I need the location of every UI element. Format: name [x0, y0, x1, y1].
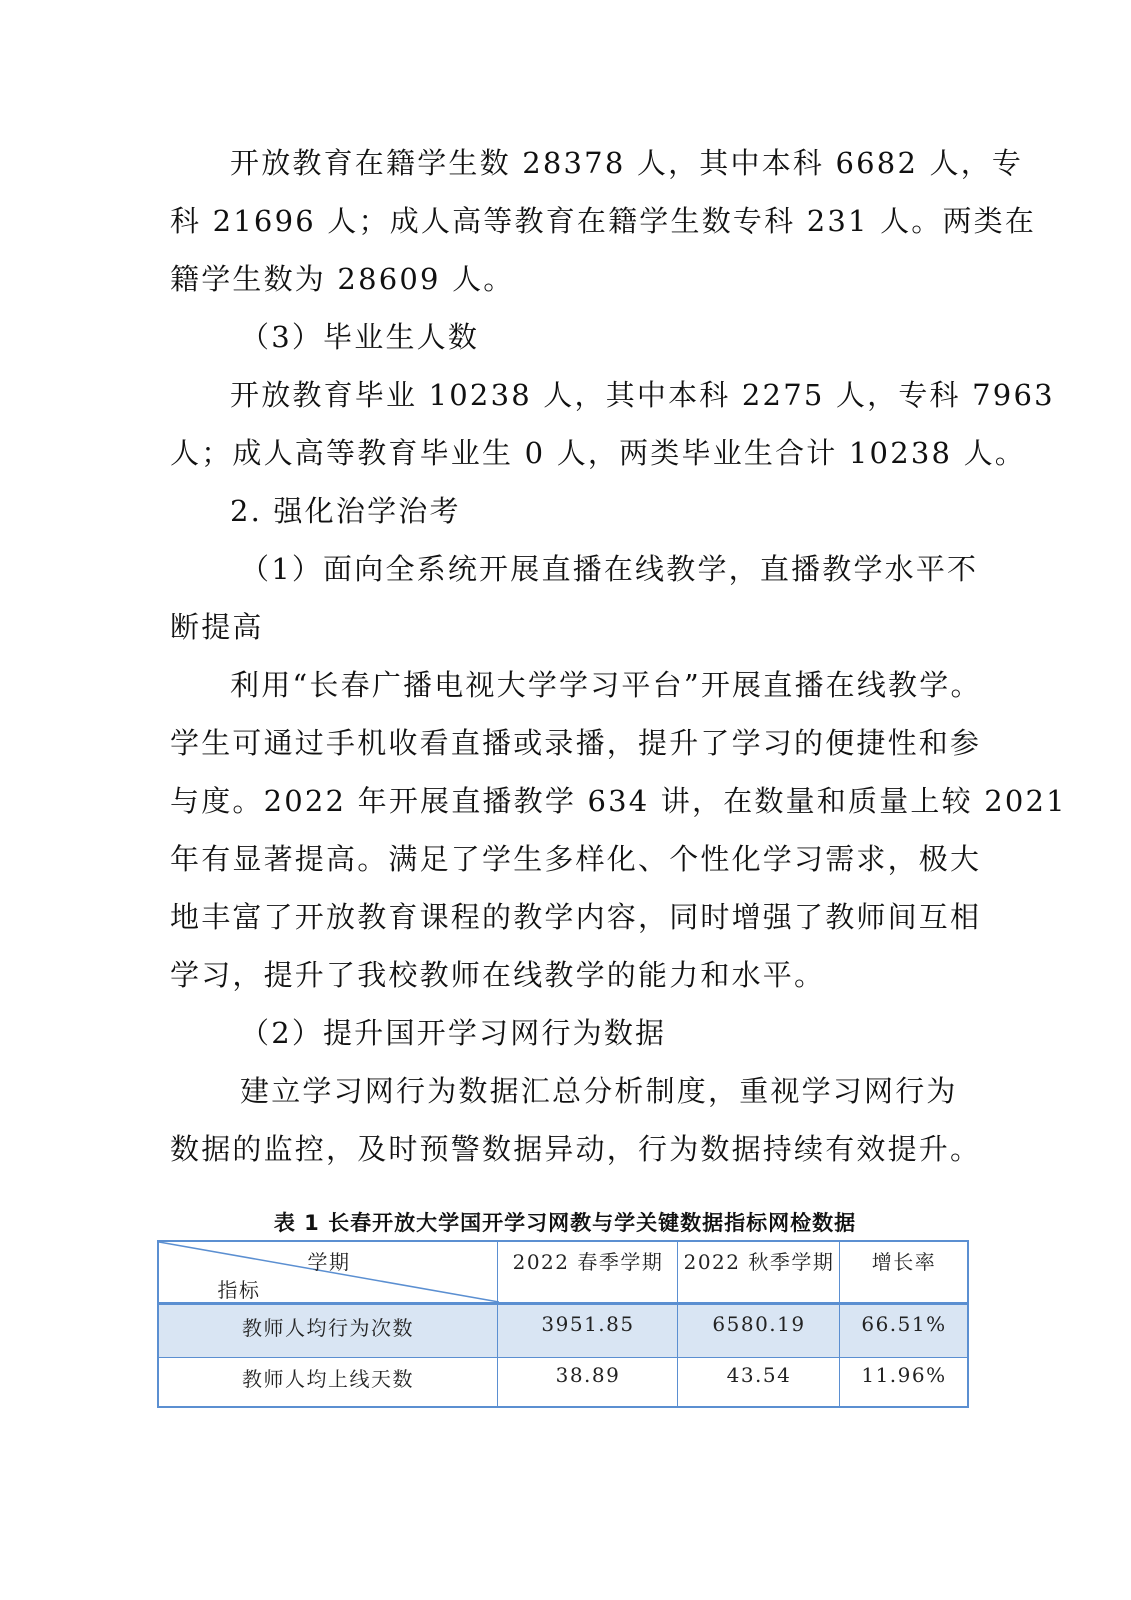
table-cell: 6580.19 — [712, 1312, 806, 1336]
paragraph-line: 籍学生数为 28609 人。 — [170, 262, 515, 296]
table-divider — [159, 1357, 967, 1358]
corner-label-indicator: 指标 — [217, 1278, 261, 1302]
corner-label-semester: 学期 — [307, 1250, 351, 1274]
row-label: 教师人均行为次数 — [242, 1316, 414, 1340]
table-cell: 3951.85 — [541, 1312, 635, 1336]
paragraph-line: 地丰富了开放教育课程的教学内容，同时增强了教师间互相 — [170, 900, 982, 934]
table-cell: 11.96% — [861, 1363, 947, 1387]
table-divider — [497, 1242, 498, 1406]
paragraph-line: 年有显著提高。满足了学生多样化、个性化学习需求，极大 — [170, 842, 982, 876]
section-heading: （2）提升国开学习网行为数据 — [240, 1016, 667, 1050]
paragraph-line: 科 21696 人；成人高等教育在籍学生数专科 231 人。两类在 — [170, 204, 1037, 238]
paragraph-line: 建立学习网行为数据汇总分析制度，重视学习网行为 — [240, 1074, 958, 1108]
table-divider — [677, 1242, 678, 1406]
section-heading: （1）面向全系统开展直播在线教学，直播教学水平不 — [240, 552, 979, 586]
paragraph-line: 开放教育在籍学生数 28378 人，其中本科 6682 人，专 — [230, 146, 1024, 180]
table-divider — [159, 1302, 967, 1305]
paragraph-line: 开放教育毕业 10238 人，其中本科 2275 人，专科 7963 — [230, 378, 1055, 412]
data-table — [157, 1240, 969, 1408]
paragraph-line: 学生可通过手机收看直播或录播，提升了学习的便捷性和参 — [170, 726, 982, 760]
section-heading: 断提高 — [170, 610, 264, 644]
table-divider — [839, 1242, 840, 1406]
table-cell: 38.89 — [555, 1363, 621, 1387]
header-cell: 2022 秋季学期 — [683, 1250, 835, 1274]
row-label: 教师人均上线天数 — [242, 1367, 414, 1391]
paragraph-line: 人；成人高等教育毕业生 0 人，两类毕业生合计 10238 人。 — [170, 436, 1026, 470]
section-heading: （3）毕业生人数 — [240, 320, 480, 354]
table-cell: 66.51% — [861, 1312, 947, 1336]
paragraph-line: 数据的监控，及时预警数据异动，行为数据持续有效提升。 — [170, 1132, 982, 1166]
header-cell: 增长率 — [871, 1250, 937, 1274]
paragraph-line: 与度。2022 年开展直播教学 634 讲，在数量和质量上较 2021 — [170, 784, 1067, 818]
table-caption: 表 1 长春开放大学国开学习网教与学关键数据指标网检数据 — [273, 1211, 857, 1235]
paragraph-line: 利用“长春广播电视大学学习平台”开展直播在线教学。 — [230, 668, 982, 702]
section-heading: 2. 强化治学治考 — [230, 494, 461, 528]
header-cell: 2022 春季学期 — [512, 1250, 664, 1274]
paragraph-line: 学习，提升了我校教师在线教学的能力和水平。 — [170, 958, 826, 992]
table-cell: 43.54 — [726, 1363, 792, 1387]
